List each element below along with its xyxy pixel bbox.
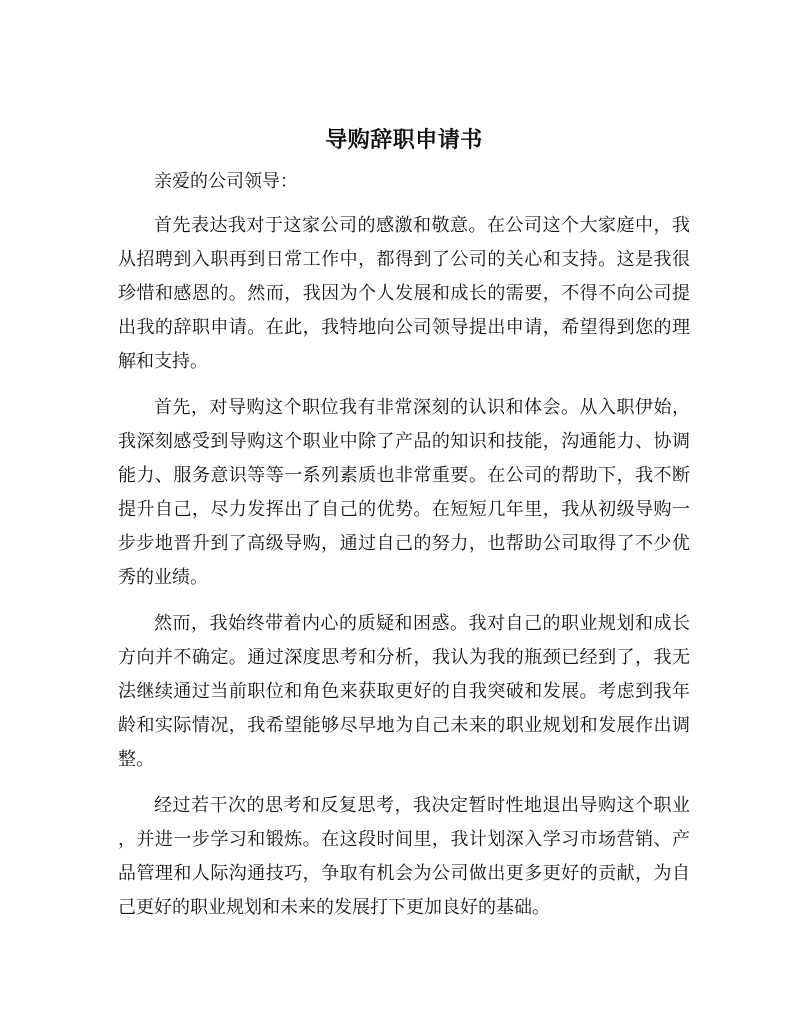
paragraph-4: 经过若干次的思考和反复思考，我决定暂时性地退出导购这个职业，并进一步学习和锻炼。在这段时间里，我计划深入学习市场营销、产品管理和人际沟通技巧，争取有机会为公司做出更多更好的贡献，为自己更好的职业规划和未来的发展打下更加良好的基础。 — [118, 795, 690, 918]
salutation: 亲爱的公司领导： — [154, 171, 298, 192]
paragraph-3: 然而，我始终带着内心的质疑和困惑。我对自己的职业规划和成长方向并不确定。通过深度思考和分析，我认为我的瓶颈已经到了，我无法继续通过当前职位和角色来获取更好的自我突破和发展。考虑到我年龄和实际情况，我希望能够尽早地为自己未来的职业规划和发展作出调整。 — [118, 613, 690, 770]
paragraph-1: 首先表达我对于这家公司的感激和敬意。在公司这个大家庭中，我从招聘到入职再到日常工作中，都得到了公司的关心和支持。这是我很珍惜和感恩的。然而，我因为个人发展和成长的需要，不得不向公司提出我的辞职申请。在此，我特地向公司领导提出申请，希望得到您的理解和支持。 — [118, 215, 690, 372]
document-title: 导购辞职申请书 — [325, 127, 483, 153]
paragraph-2: 首先，对导购这个职位我有非常深刻的认识和体会。从入职伊始，我深刻感受到导购这个职业中除了产品的知识和技能，沟通能力、协调能力、服务意识等等一系列素质也非常重要。在公司的帮助下，我不断提升自己，尽力发挥出了自己的优势。在短短几年里，我从初级导购一步步地晋升到了高级导购，通过自己的努力，也帮助公司取得了不少优秀的业绩。 — [118, 397, 690, 588]
